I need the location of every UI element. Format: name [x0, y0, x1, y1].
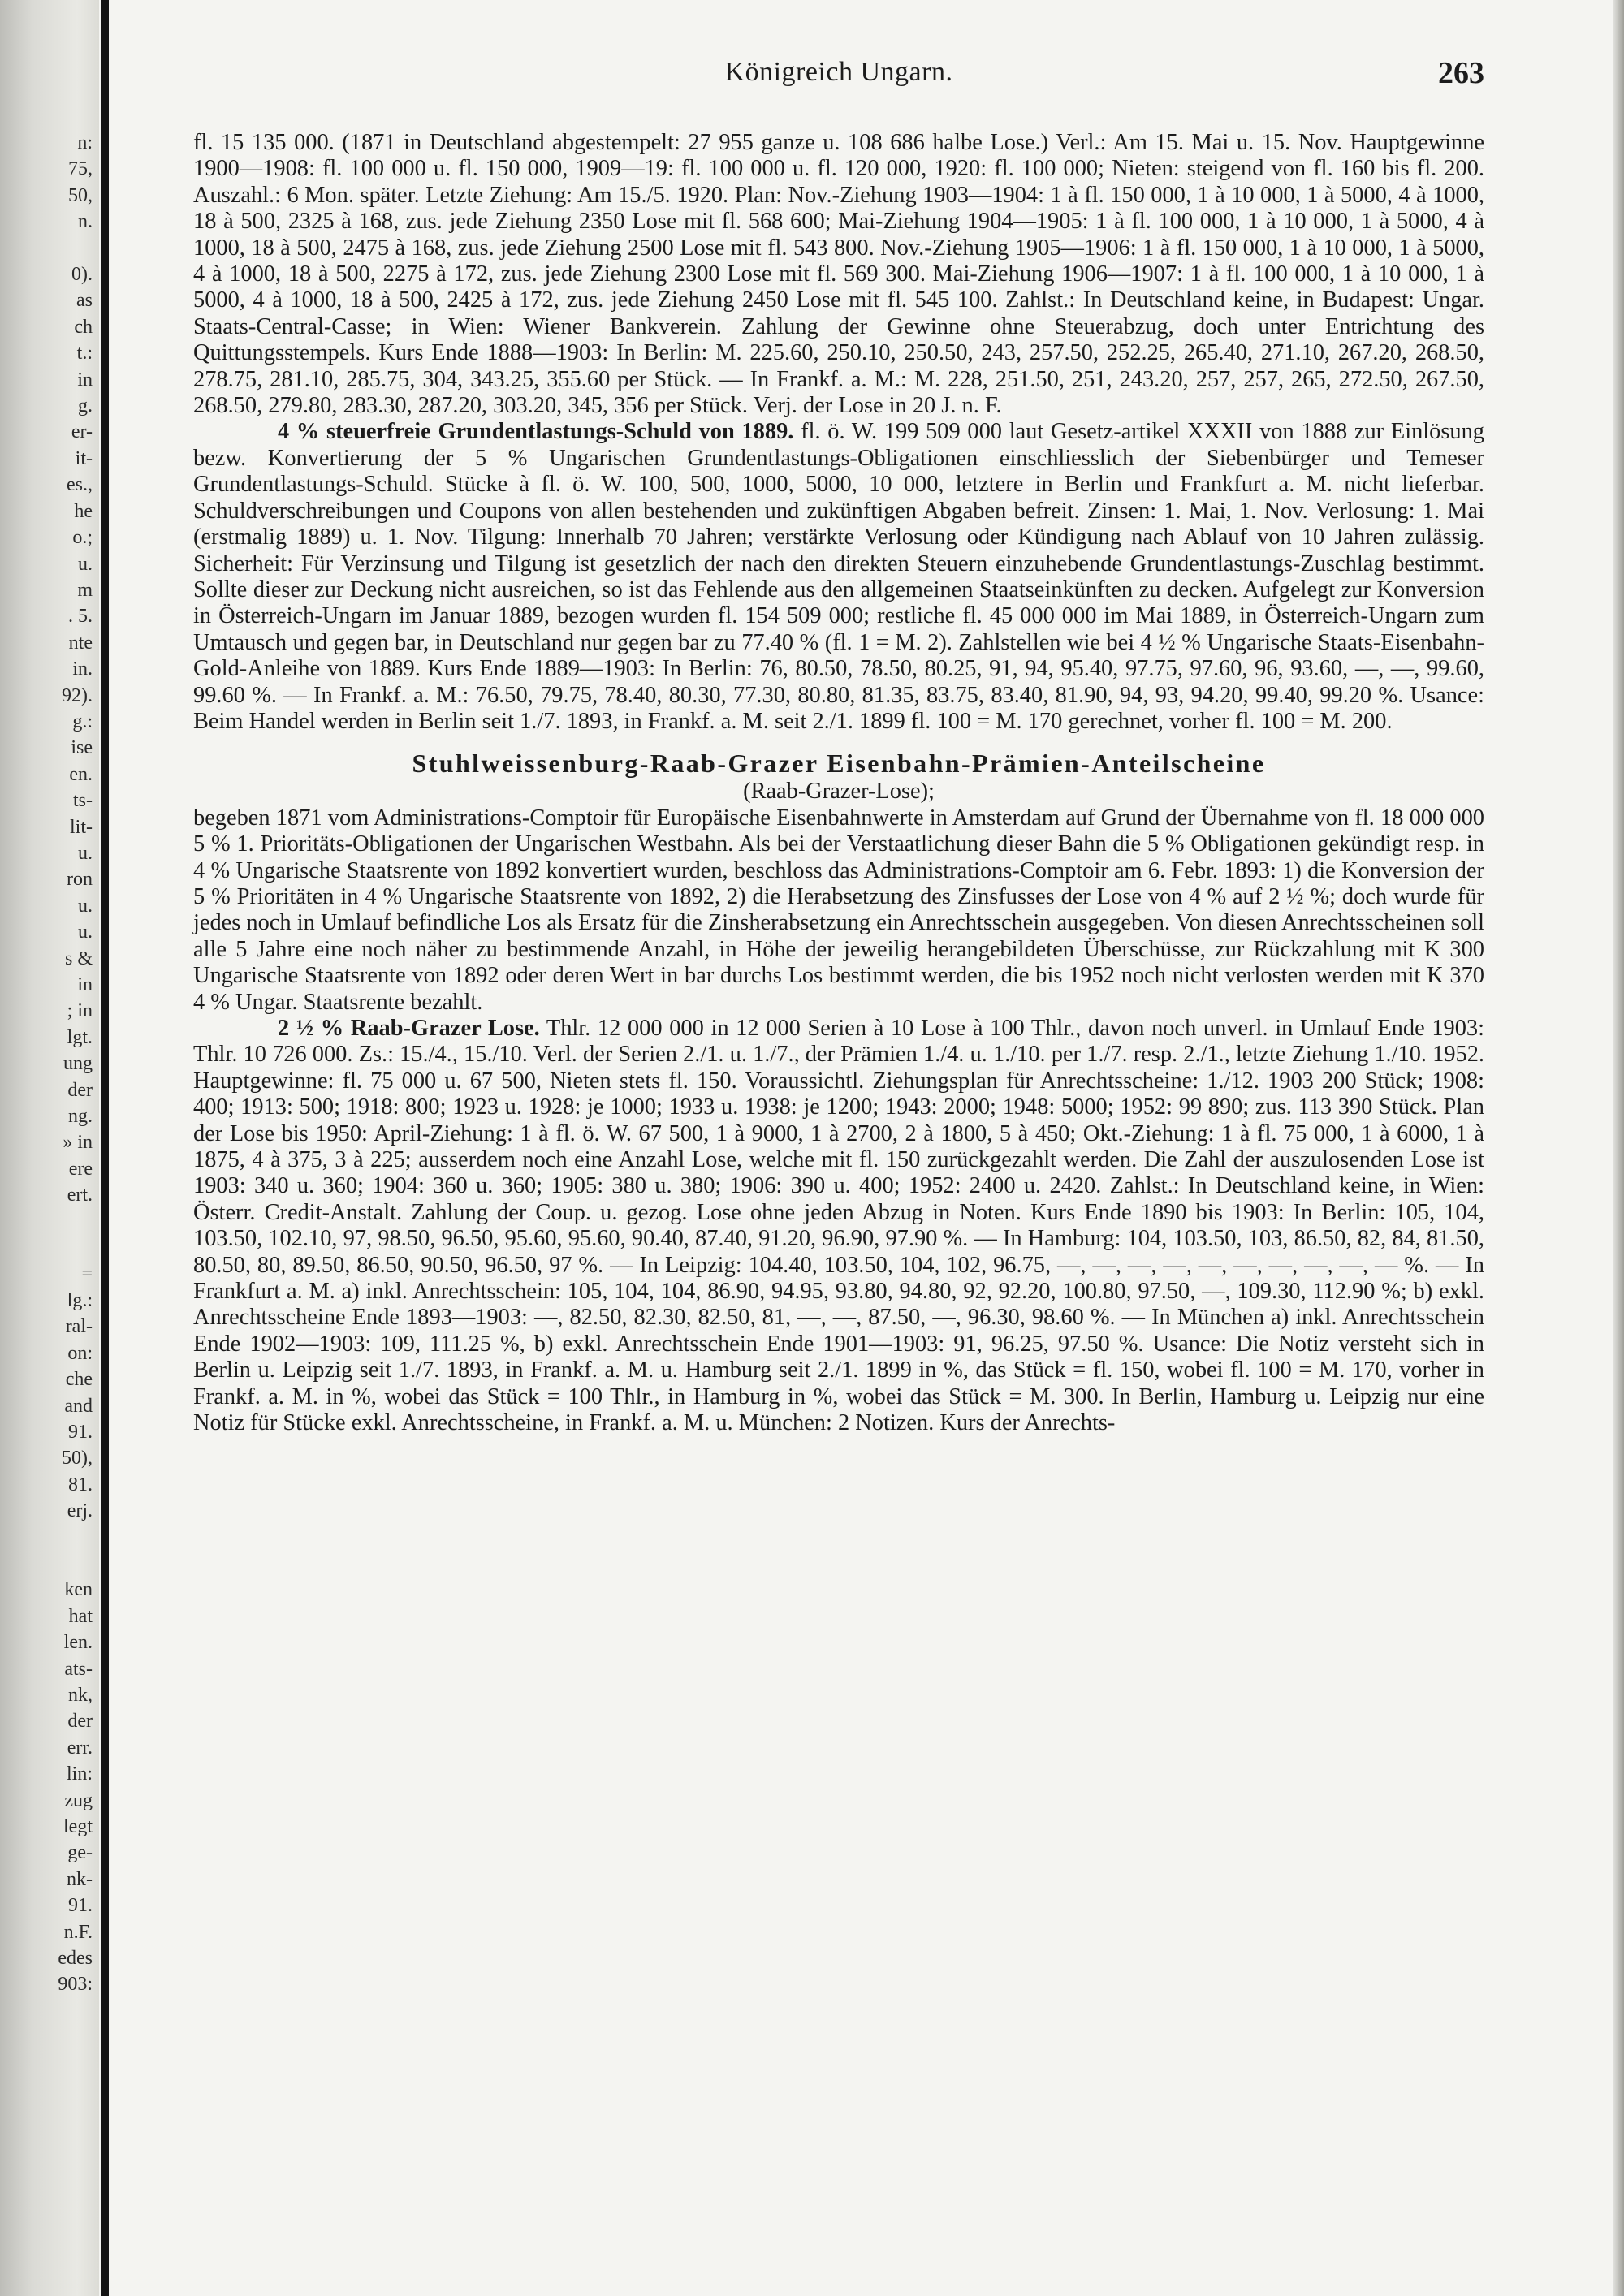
page-header: [193, 57, 1484, 106]
paragraph-grundentlastung: [193, 419, 1484, 735]
page-body: [193, 130, 1484, 1437]
grundentlastung-heading: 4 % steuerfreie Grundentlastungs-Schuld von 1889.: [278, 419, 794, 445]
scan-right-edge: [1613, 0, 1624, 2296]
running-head: Königreich Ungarn.: [724, 57, 953, 87]
grundentlastung-text: fl. ö. W. 199 509 000 laut Gesetz-artikel XXXII von 1888 zur Einlösung bezw. Konvertierung der 5 % Ungarischen Grundentlastungs-Obligationen einschliesslich der Siebenbürger und Temeser Grundentlastungs-Schuld. Stücke à fl. ö. W. 100, 500, 1000, 5000, 10 000, letztere in Berlin und Frankfurt a. M. nicht lieferbar. Schuldverschreibungen und Coupons von allen bestehenden und zukünftigen Abgaben befreit. Zinsen: 1. Mai, 1. Nov. Verlosung: 1. Mai (erstmalig 1889) u. 1. Nov. Tilgung: Innerhalb 70 Jahren; verstärkte Verlosung oder Kündigung nach Ablauf von 10 Jahren zulässig. Sicherheit: Für Verzinsung und Tilgung ist gesetzlich der nach den direkten Steuern einzuhebende Grundentlastungs-Zuschlag bestimmt. Sollte dieser zur Deckung nicht ausreichen, so ist das Fehlende aus den allgemeinen Staatseinkünften zu decken. Aufgelegt zur Konversion in Österreich-Ungarn im Januar 1889, bezogen wurden fl. 154 509 000; restliche fl. 45 000 000 im Mai 1889, in Österreich-Ungarn zum Umtausch und gegen bar, in Deutschland nur gegen bar zu 77.40 % (fl. 1 = M. 2). Zahlstellen wie bei 4 ½ % Ungarische Staats-Eisenbahn-Gold-Anleihe von 1889. Kurs Ende 1889—1903: In Berlin: 76, 80.50, 78.50, 80.25, 91, 94, 95.40, 97.75, 97.60, 96, 93.60, —, —, 99.60, 99.60 %. — In Frankf. a. M.: 76.50, 79.75, 78.40, 80.30, 77.30, 80.80, 81.35, 83.75, 83.40, 81.90, 94, 93, 94.20, 99.40, 99.20 %. Usance: Beim Handel werden in Berlin seit 1./7. 1893, in Frankf. a. M. seit 2./1. 1899 fl. 100 = M. 170 gerechnet, vorher fl. 100 = M. 200.: [193, 419, 1484, 734]
section-subtitle: (Raab-Grazer-Lose);: [743, 779, 935, 805]
section-title: Stuhlweissenburg-Raab-Grazer Eisenbahn-Prämien-Anteilscheine: [412, 749, 1266, 779]
raab-grazer-text: Thlr. 12 000 000 in 12 000 Serien à 10 Lose à 100 Thlr., davon noch unverl. in Umlauf Ende 1903: Thlr. 10 726 000. Zs.: 15./4., 15./10. Verl. der Serien 2./1. u. 1./7., der Prämien 1./4. u. 1./10. per 1./7. resp. 2./1., letzte Ziehung 1./10. 1952. Hauptgewinne: fl. 75 000 u. 67 500, Nieten stets fl. 150. Voraussichtl. Ziehungsplan für Anrechtsscheine: 1./12. 1903 200 Stück; 1908: 400; 1913: 500; 1918: 800; 1923 u. 1928: je 1000; 1933 u. 1938: je 1200; 1943: 2000; 1948: 5000; 1952: 99 890; zus. 113 390 Stück. Plan der Lose bis 1950: April-Ziehung: 1 à fl. ö. W. 67 500, 1 à 9000, 1 à 2700, 2 à 1800, 5 à 450; Okt.-Ziehung: 1 à fl. 75 000, 1 à 6000, 1 à 1875, 4 à 375, 3 à 225; ausserdem noch eine Anzahl Lose, welche mit fl. 150 zurückgezahlt werden. Die Zahl der auszulosenden Lose ist 1903: 340 u. 360; 1904: 360 u. 360; 1905: 380 u. 380; 1906: 390 u. 400; 1952: 2400 u. 2420. Zahlst.: In Deutschland keine, in Wien: Österr. Credit-Anstalt. Zahlung der Coup. u. gezog. Lose ohne jeden Abzug in Noten. Kurs Ende 1890 bis 1903: In Berlin: 105, 104, 103.50, 102.10, 97, 98.50, 96.50, 95.60, 95.60, 90.40, 87.40, 91.20, 96.90, 97.90 %. — In Hamburg: 104, 103.50, 103, 86.50, 82, 84, 81.50, 80.50, 80, 89.50, 86.50, 90.50, 96.50, 97 %. — In Leipzig: 104.40, 103.50, 104, 102, 96.75, —, —, —, —, —, —, —, —, —, — %. — In Frankfurt a. M. a) inkl. Anrechtsschein: 105, 104, 104, 86.90, 94.95, 93.80, 94.80, 92, 92.20, 100.80, 97.50, —, 109.30, 112.90 %; b) exkl. Anrechtsscheine Ende 1893—1903: —, 82.50, 82.30, 82.50, 81, —, —, 87.50, —, 96.30, 98.60 %. — In München a) inkl. Anrechtsschein Ende 1902—1903: 109, 111.25 %, b) exkl. Anrechtsschein Ende 1901—1903: 91, 96.25, 97.50 %. Usance: Die Notiz versteht sich in Berlin u. Leipzig seit 1./7. 1893, in Frankf. a. M. u. Hamburg seit 2./1. 1899 in %, das Stück = fl. 150, wobei fl. 100 = M. 170, vorher in Frankf. a. M. in %, wobei das Stück = 100 Thlr., in Hamburg in %, wobei das Stück = M. 300. In Berlin, Hamburg u. Leipzig nur eine Notiz für Stücke exkl. Anrechtsscheine, in Frankf. a. M. u. München: 2 Notizen. Kurs der Anrechts-: [193, 1016, 1484, 1436]
facing-page-fragment: n: 75, 50, n. 0). as ch t.: in g. er- it- es., he o.; u. m . 5. nte in. 92). g.: ise en. ts- lit- u. ron u. u. s & in ; in lgt. ung der ng. » in ere ert. = lg.: ral- on: che and 91. 50), 81. erj. ken hat len. ats- nk, der err. lin: zug legt ge- nk- 91. n.F. edes 903:: [58, 132, 93, 1996]
gutter-rule: [101, 0, 109, 2296]
paragraph-raab-grazer-history: begeben 1871 vom Administrations-Comptoir für Europäische Eisenbahnwerte in Amsterdam auf Grund der Übernahme von fl. 18 000 000 5 % 1. Prioritäts-Obligationen der Ungarischen Westbahn. Als bei der Verstaatlichung dieser Bahn die 5 % Obligationen gekündigt resp. in 4 % Ungarische Staatsrente von 1892 konvertiert wurden, beschloss das Administrations-Comptoir am 6. Febr. 1893: 1) die Konversion der 5 % Prioritäten in 4 % Ungarische Staatsrente von 1892, 2) die Herabsetzung des Zinsfusses der Lose von 4 % auf 2 ½ %; doch wurde für jedes noch in Umlauf befindliche Los als Ersatz für die Zinsherabsetzung ein Anrechtsschein ausgegeben. Von diesen Anrechtsscheinen soll alle 5 Jahre eine noch näher zu bestimmende Anzahl, in Höhe der jeweilig herangebildeten Überschüsse, zur Rückzahlung mit K 300 Ungarische Staatsrente von 1892 oder deren Wert in bar durchs Los bestimmt werden, die bis 1952 noch nicht verlosten werden mit K 370 4 % Ungar. Staatsrente bezahlt.: [193, 805, 1484, 1015]
page-number: 263: [1438, 56, 1484, 90]
paragraph-raab-grazer-lose: [193, 1016, 1484, 1437]
raab-grazer-heading: 2 ½ % Raab-Grazer Lose.: [278, 1016, 540, 1041]
paragraph-lottery-plan: fl. 15 135 000. (1871 in Deutschland abgestempelt: 27 955 ganze u. 108 686 halbe Lose.) Verl.: Am 15. Mai u. 15. Nov. Hauptgewinne 1900—1908: fl. 100 000 u. fl. 150 000, 1909—19: fl. 100 000 u. fl. 120 000, 1920: fl. 100 000; Nieten: steigend von fl. 160 bis fl. 200. Auszahl.: 6 Mon. später. Letzte Ziehung: Am 15./5. 1920. Plan: Nov.-Ziehung 1903—1904: 1 à fl. 150 000, 1 à 10 000, 1 à 5000, 4 à 1000, 18 à 500, 2325 à 168, zus. jede Ziehung 2350 Lose mit fl. 568 600; Mai-Ziehung 1904—1905: 1 à fl. 100 000, 1 à 10 000, 1 à 5000, 4 à 1000, 18 à 500, 2475 à 168, zus. jede Ziehung 2500 Lose mit fl. 543 800. Nov.-Ziehung 1905—1906: 1 à fl. 150 000, 1 à 10 000, 1 à 5000, 4 à 1000, 18 à 500, 2275 à 172, zus. jede Ziehung 2300 Lose mit fl. 569 300. Mai-Ziehung 1906—1907: 1 à fl. 100 000, 1 à 10 000, 1 à 5000, 4 à 1000, 18 à 500, 2425 à 172, zus. jede Ziehung 2450 Lose mit fl. 545 100. Zahlst.: In Deutschland keine, in Budapest: Ungar. Staats-Central-Casse; in Wien: Wiener Bankverein. Zahlung der Gewinne ohne Steuerabzug, doch unter Entrichtung des Quittungsstempels. Kurs Ende 1888—1903: In Berlin: M. 225.60, 250.10, 250.50, 243, 257.50, 252.25, 265.40, 271.10, 267.20, 268.50, 278.75, 281.10, 285.75, 304, 343.25, 355.60 per Stück. — In Frankf. a. M.: M. 228, 251.50, 251, 243.20, 257, 257, 265, 272.50, 267.50, 268.50, 279.80, 283.30, 287.20, 303.20, 345, 356 per Stück. Verj. der Lose in 20 J. n. F.: [193, 130, 1484, 419]
